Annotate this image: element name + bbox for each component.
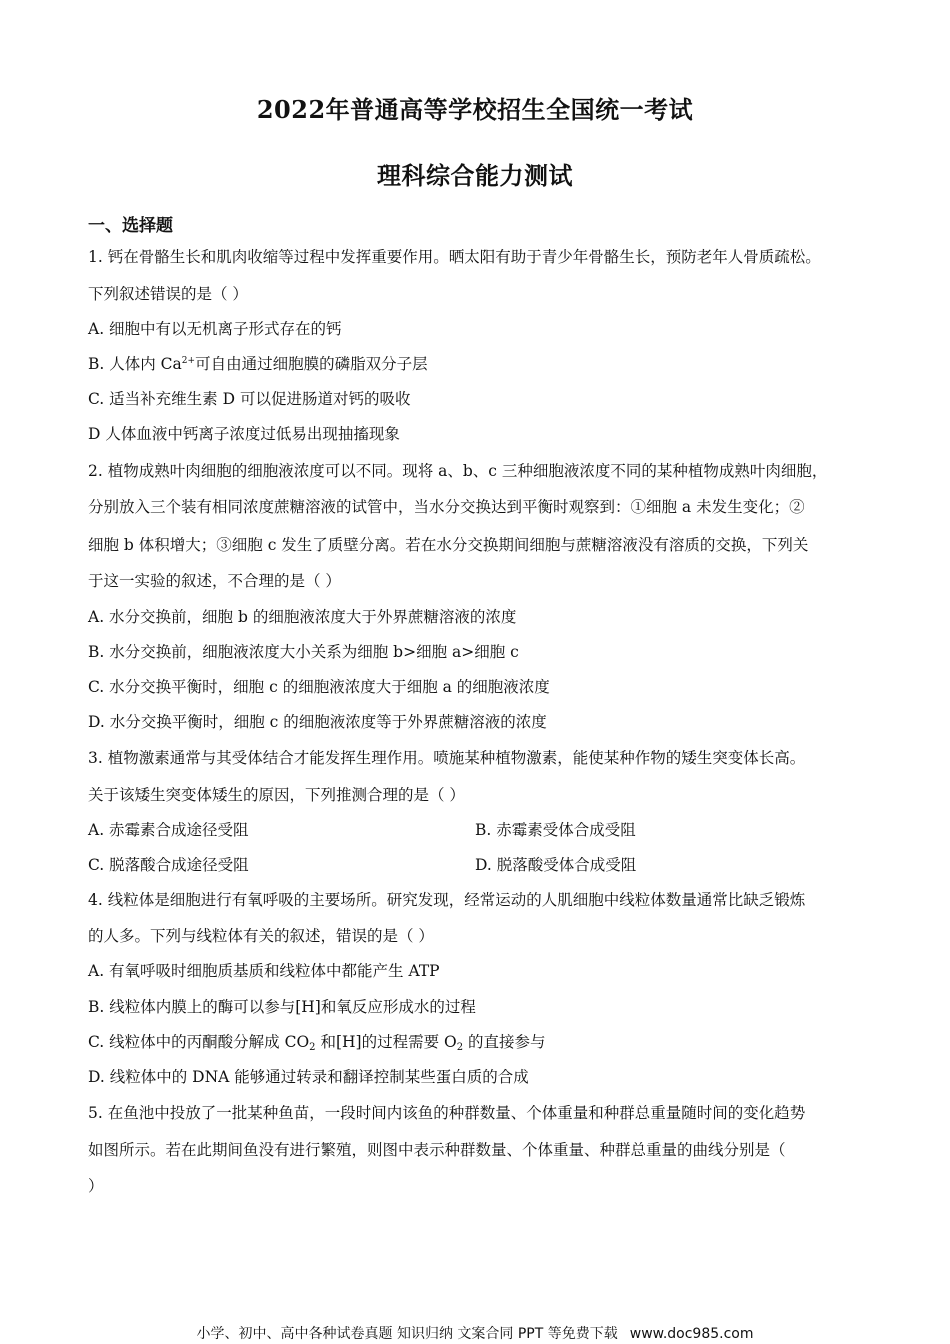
q2-stem-line-3: 细胞 b 体积增大；③细胞 c 发生了质壁分离。若在水分交换期间细胞与蔗糖溶液没有溶质的交换，下列关 (88, 536, 809, 554)
q1-option-c: C. 适当补充维生素 D 可以促进肠道对钙的吸收 (88, 390, 411, 408)
q1-stem-line-1: 1. 钙在骨骼生长和肌肉收缩等过程中发挥重要作用。晒太阳有助于青少年骨骼生长，预防老年人骨质疏松。 (88, 248, 821, 266)
q1-stem-line-2: 下列叙述错误的是（ ） (88, 285, 248, 303)
q4-option-c-part-1: C. 线粒体中的丙酮酸分解成 CO (88, 1033, 310, 1051)
q3-option-a: A. 赤霉素合成途径受阻 (88, 821, 249, 839)
q4-option-c-sub-2: 2 (456, 1042, 464, 1053)
q4-option-c (88, 1032, 546, 1055)
exam-subtitle: 理科综合能力测试 (377, 161, 573, 190)
q3-option-d: D. 脱落酸受体合成受阻 (475, 856, 637, 874)
q1-option-b (88, 354, 428, 374)
q2-stem-line-1: 2. 植物成熟叶肉细胞的细胞液浓度可以不同。现将 a、b、c 三种细胞液浓度不同的某种植物成熟叶肉细胞， (88, 462, 828, 480)
q2-option-c: C. 水分交换平衡时，细胞 c 的细胞液浓度大于细胞 a 的细胞液浓度 (88, 678, 550, 696)
q4-option-c-part-2: 和[H]的过程需要 O (315, 1033, 457, 1051)
q2-option-d: D. 水分交换平衡时，细胞 c 的细胞液浓度等于外界蔗糖溶液的浓度 (88, 713, 547, 731)
q3-stem-line-2: 关于该矮生突变体矮生的原因，下列推测合理的是（ ） (88, 786, 465, 804)
q4-stem-line-1: 4. 线粒体是细胞进行有氧呼吸的主要场所。研究发现，经常运动的人肌细胞中线粒体数量通常比缺乏锻炼 (88, 891, 806, 909)
footer-site-link[interactable]: www.doc985.com (629, 1326, 754, 1342)
q5-stem-line-2: 如图所示。若在此期间鱼没有进行繁殖，则图中表示种群数量、个体重量、种群总重量的曲线分别是（ (88, 1141, 786, 1159)
q5-stem-line-3: ） (88, 1177, 104, 1195)
q4-option-a: A. 有氧呼吸时细胞质基质和线粒体中都能产生 ATP (88, 962, 440, 980)
q4-option-c-part-3: 的直接参与 (463, 1033, 546, 1051)
q2-stem-line-4: 于这一实验的叙述，不合理的是（ ） (88, 572, 341, 590)
q4-option-c-sub-1: 2 (309, 1042, 316, 1053)
q3-stem-line-1: 3. 植物激素通常与其受体结合才能发挥生理作用。喷施某种植物激素，能使某种作物的矮生突变体长高。 (88, 749, 806, 767)
q1-option-b-post: 可自由通过细胞膜的磷脂双分子层 (195, 355, 428, 373)
exam-title: 2022年普通高等学校招生全国统一考试 (256, 95, 694, 124)
q4-option-b: B. 线粒体内膜上的酶可以参与[H]和氧反应形成水的过程 (88, 998, 476, 1016)
q3-option-c: C. 脱落酸合成途径受阻 (88, 856, 249, 874)
q1-option-b-pre: B. 人体内 Ca (88, 355, 182, 373)
q2-option-a: A. 水分交换前，细胞 b 的细胞液浓度大于外界蔗糖溶液的浓度 (88, 608, 517, 626)
q2-stem-line-2: 分别放入三个装有相同浓度蔗糖溶液的试管中，当水分交换达到平衡时观察到：①细胞 a 未发生变化；② (88, 498, 805, 516)
section-heading: 一、选择题 (88, 216, 173, 236)
page-footer (0, 1323, 950, 1343)
q1-option-d: D 人体血液中钙离子浓度过低易出现抽搐现象 (88, 425, 400, 443)
q3-option-b: B. 赤霉素受体合成受阻 (475, 821, 636, 839)
q1-option-a: A. 细胞中有以无机离子形式存在的钙 (88, 320, 342, 338)
q1-option-b-sup: 2+ (181, 356, 196, 366)
q2-option-b: B. 水分交换前，细胞液浓度大小关系为细胞 b>细胞 a>细胞 c (88, 643, 519, 661)
q4-option-d: D. 线粒体中的 DNA 能够通过转录和翻译控制某些蛋白质的合成 (88, 1068, 529, 1086)
q5-stem-line-1: 5. 在鱼池中投放了一批某种鱼苗，一段时间内该鱼的种群数量、个体重量和种群总重量随时间的变化趋势 (88, 1104, 806, 1122)
footer-text: 小学、初中、高中各种试卷真题 知识归纳 文案合同 PPT 等免费下载 (196, 1326, 618, 1342)
q4-stem-line-2: 的人多。下列与线粒体有关的叙述，错误的是（ ） (88, 927, 434, 945)
